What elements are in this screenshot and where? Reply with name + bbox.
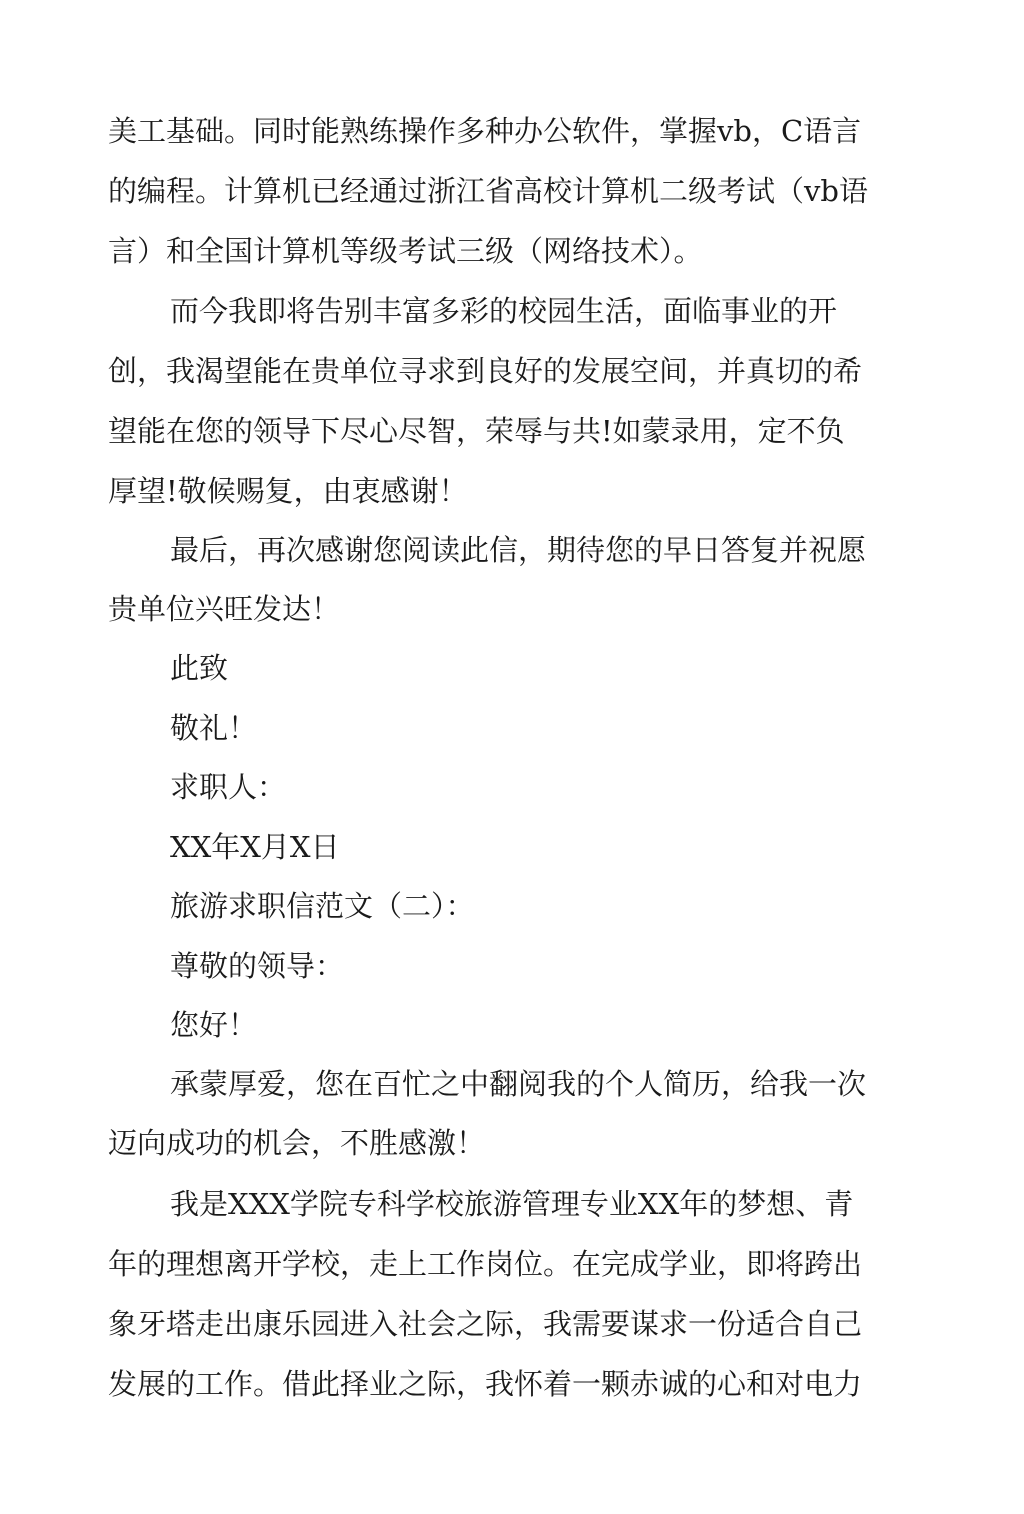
section-title: 旅游求职信范文（二）： (170, 889, 475, 923)
date-line: XX年X月X日 (170, 830, 340, 864)
paragraph-start-line: 承蒙厚爱，您在百忙之中翻阅我的个人简历，给我一次 (170, 1067, 867, 1101)
text-line: 迈向成功的机会，不胜感激！ (108, 1126, 486, 1160)
text-line: 象牙塔走出康乐园进入社会之际，我需要谋求一份适合自己 (108, 1307, 863, 1341)
greeting-line: 您好！ (170, 1008, 258, 1042)
paragraph-start-line: 而今我即将告别丰富多彩的校园生活，面临事业的开 (170, 294, 838, 328)
paragraph-start-line: 我是XXX学院专科学校旅游管理专业XX年的梦想、青 (170, 1187, 854, 1221)
greeting-line: 尊敬的领导： (170, 949, 345, 983)
text-line: 望能在您的领导下尽心尽智，荣辱与共!如蒙录用，定不负 (108, 414, 845, 448)
text-line: 贵单位兴旺发达！ (108, 592, 341, 626)
text-line: 美工基础。同时能熟练操作多种办公软件，掌握vb，C语言 (108, 114, 862, 148)
text-line: 创，我渴望能在贵单位寻求到良好的发展空间，并真切的希 (108, 354, 863, 388)
text-line: 发展的工作。借此择业之际，我怀着一颗赤诚的心和对电力 (108, 1367, 863, 1401)
text-line: 的编程。计算机已经通过浙江省高校计算机二级考试（vb语 (108, 174, 868, 208)
salutation-line: 敬礼！ (170, 711, 258, 745)
signature-label: 求职人： (170, 770, 287, 804)
paragraph-start-line: 最后，再次感谢您阅读此信，期待您的早日答复并祝愿 (170, 533, 867, 567)
closing-line: 此致 (170, 651, 229, 685)
text-line: 言）和全国计算机等级考试三级（网络技术）。 (108, 234, 703, 268)
text-line: 年的理想离开学校，走上工作岗位。在完成学业，即将跨出 (108, 1247, 863, 1281)
text-line: 厚望!敬候赐复，由衷感谢！ (108, 474, 468, 508)
